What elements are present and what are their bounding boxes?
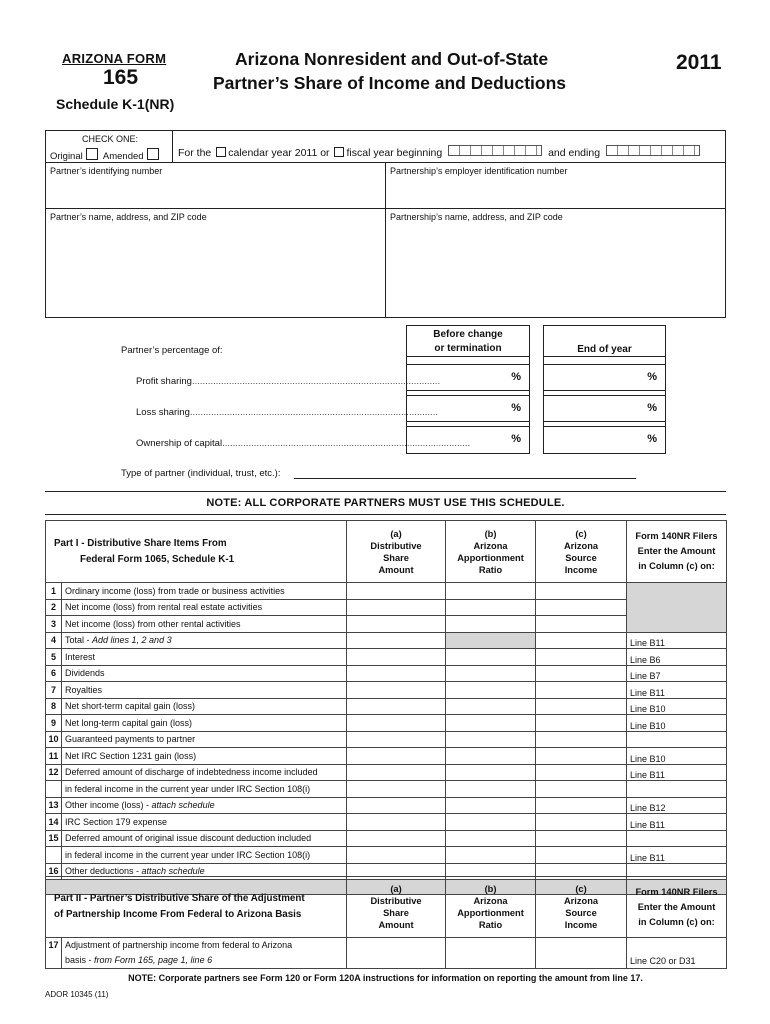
col-d-header: Form 140NR Filers Enter the Amount in Column (c) on:	[627, 521, 727, 583]
line-number: 12	[46, 764, 62, 781]
line-number: 2	[46, 599, 62, 616]
line-label: Total - Add lines 1, 2 and 3	[62, 632, 347, 649]
col-c-header: (c) Arizona Source Income	[536, 521, 627, 583]
line-col-a-field[interactable]	[347, 764, 446, 781]
line-col-b-field[interactable]	[446, 599, 536, 616]
fiscal-end-date-field[interactable]	[606, 145, 700, 156]
line-number: 3	[46, 616, 62, 633]
line-col-a-field[interactable]	[347, 665, 446, 682]
line-label: Guaranteed payments to partner	[62, 731, 347, 748]
line-col-a-field[interactable]	[347, 599, 446, 616]
profit-before-field[interactable]: %	[406, 364, 530, 391]
corporate-line17-note: NOTE: Corporate partners see Form 120 or Form 120A instructions for information on reporting the amount from line 17.	[128, 973, 643, 983]
line-number: 16	[46, 863, 62, 880]
line-reference: Line B7	[627, 665, 727, 682]
line-reference: Line B11	[627, 764, 727, 781]
line-17-col-a[interactable]	[347, 938, 446, 969]
partner-id-label: Partner’s identifying number	[50, 166, 163, 176]
line-col-b-field[interactable]	[446, 748, 536, 765]
line-label: Net income (loss) from other rental activities	[62, 616, 347, 633]
line-col-c-field[interactable]	[536, 682, 627, 699]
line-col-b-field[interactable]	[446, 682, 536, 699]
part2-col-a-header: (a) Distributive Share Amount	[347, 877, 446, 938]
form-footer-code: ADOR 10345 (11)	[45, 990, 109, 999]
fiscal-begin-date-field[interactable]	[448, 145, 542, 156]
amended-checkbox[interactable]	[147, 148, 159, 160]
line-number: 8	[46, 698, 62, 715]
check-one-label: CHECK ONE:	[82, 134, 139, 144]
table-row	[46, 632, 727, 649]
line-col-b-field[interactable]	[446, 665, 536, 682]
line-col-c-field[interactable]	[536, 731, 627, 748]
partner-id-field[interactable]	[46, 176, 384, 207]
line-col-b-field[interactable]	[446, 781, 536, 798]
loss-sharing-label: Loss sharing	[136, 407, 190, 418]
line-number: 11	[46, 748, 62, 765]
part1-title: Part I - Distributive Share Items From Federal Form 1065, Schedule K-1	[46, 521, 347, 583]
part1-table	[45, 520, 727, 895]
type-of-partner-label: Type of partner (individual, trust, etc.):	[121, 468, 281, 479]
form-title-line2: Partner’s Share of Income and Deductions	[213, 73, 566, 93]
line-label: Deferred amount of discharge of indebtedness income included	[62, 764, 347, 781]
amended-label: Amended	[102, 151, 144, 162]
line-number: 14	[46, 814, 62, 831]
type-of-partner-field[interactable]	[294, 478, 636, 479]
line-reference-blank	[627, 583, 727, 633]
partnership-ein-field[interactable]	[386, 176, 725, 207]
table-row	[46, 764, 727, 781]
line-col-a-field[interactable]	[347, 616, 446, 633]
col-a-header: (a) Distributive Share Amount	[347, 521, 446, 583]
line-col-b-field[interactable]	[446, 632, 536, 649]
line-col-c-field[interactable]	[536, 665, 627, 682]
line-reference: Line B11	[627, 814, 727, 831]
table-row	[46, 682, 727, 699]
line-label: Interest	[62, 649, 347, 666]
partner-name-label: Partner’s name, address, and ZIP code	[50, 212, 207, 222]
line-col-a-field[interactable]	[347, 715, 446, 732]
line-number: 6	[46, 665, 62, 682]
form-label: ARIZONA FORM	[62, 51, 167, 66]
line-col-a-field[interactable]	[347, 682, 446, 699]
line-reference	[627, 781, 727, 798]
ending-label: and ending	[548, 147, 601, 159]
percentage-heading: Partner’s percentage of:	[121, 345, 223, 356]
line-col-a-field[interactable]	[347, 814, 446, 831]
line-17-label: Adjustment of partnership income from federal to Arizona basis - from Form 165, page 1, line 6	[62, 938, 347, 969]
line-col-b-field[interactable]	[446, 731, 536, 748]
line-col-a-field[interactable]	[347, 797, 446, 814]
line-label: Ordinary income (loss) from trade or business activities	[62, 583, 347, 600]
line-col-c-field[interactable]	[536, 748, 627, 765]
line-number: 5	[46, 649, 62, 666]
line-label: IRC Section 179 expense	[62, 814, 347, 831]
line-17-number: 17	[46, 938, 62, 969]
line-label: Other deductions - attach schedule	[62, 863, 347, 880]
loss-end-field[interactable]: %	[543, 395, 666, 422]
partner-name-field[interactable]	[46, 224, 384, 317]
line-number: 1	[46, 583, 62, 600]
line-number	[46, 781, 62, 798]
fiscal-year-checkbox[interactable]	[334, 147, 344, 157]
line-number: 10	[46, 731, 62, 748]
line-17-reference: Line C20 or D31	[627, 938, 727, 969]
line-col-b-field[interactable]	[446, 715, 536, 732]
line-label: Deferred amount of original issue discount deduction included	[62, 830, 347, 847]
line-label: Net long-term capital gain (loss)	[62, 715, 347, 732]
schedule-name: Schedule K-1(NR)	[56, 96, 175, 112]
corporate-note: NOTE: ALL CORPORATE PARTNERS MUST USE THIS SCHEDULE.	[206, 497, 565, 509]
table-row	[46, 748, 727, 765]
line-col-c-field[interactable]	[536, 814, 627, 831]
partnership-ein-label: Partnership’s employer identification number	[390, 166, 568, 176]
line-label: Dividends	[62, 665, 347, 682]
line-col-c-field[interactable]	[536, 616, 627, 633]
original-checkbox[interactable]	[86, 148, 98, 160]
line-reference: Line B10	[627, 698, 727, 715]
line-reference: Line B10	[627, 715, 727, 732]
line-label: Net short-term capital gain (loss)	[62, 698, 347, 715]
line-col-c-field[interactable]	[536, 764, 627, 781]
original-label: Original	[50, 151, 83, 162]
table-row	[46, 616, 727, 633]
line-reference: Line B11	[627, 847, 727, 864]
line-col-b-field[interactable]	[446, 797, 536, 814]
table-row	[46, 797, 727, 814]
line-number	[46, 847, 62, 864]
ownership-label: Ownership of capital	[136, 438, 223, 449]
line-reference: Line B6	[627, 649, 727, 666]
line-reference	[627, 731, 727, 748]
col-b-header: (b) Arizona Apportionment Ratio	[446, 521, 536, 583]
line-label: Other income (loss) - attach schedule	[62, 797, 347, 814]
line-col-c-field[interactable]	[536, 781, 627, 798]
part2-col-b-header: (b) Arizona Apportionment Ratio	[446, 877, 536, 938]
fiscal-year-label: fiscal year beginning	[346, 147, 443, 159]
loss-before-field[interactable]: %	[406, 395, 530, 422]
line-17-col-c[interactable]	[536, 938, 627, 969]
line-reference: Line B10	[627, 748, 727, 765]
line-reference	[627, 830, 727, 847]
table-row	[46, 847, 727, 864]
form-title-line1: Arizona Nonresident and Out-of-State	[235, 49, 549, 69]
line-label: in federal income in the current year under IRC Section 108(i)	[62, 847, 347, 864]
line-col-c-field[interactable]	[536, 715, 627, 732]
line-number: 4	[46, 632, 62, 649]
line-col-c-field[interactable]	[536, 599, 627, 616]
line-label: Net IRC Section 1231 gain (loss)	[62, 748, 347, 765]
table-row	[46, 781, 727, 798]
table-row	[46, 715, 727, 732]
line-col-a-field[interactable]	[347, 583, 446, 600]
line-number: 15	[46, 830, 62, 847]
line-col-c-field[interactable]	[536, 698, 627, 715]
line-col-b-field[interactable]	[446, 698, 536, 715]
table-row	[46, 583, 727, 600]
line-col-c-field[interactable]	[536, 632, 627, 649]
line-col-b-field[interactable]	[446, 583, 536, 600]
line-col-b-field[interactable]	[446, 764, 536, 781]
line-col-a-field[interactable]	[347, 632, 446, 649]
profit-sharing-label: Profit sharing	[136, 376, 192, 387]
line-number: 13	[46, 797, 62, 814]
for-the-label: For the	[178, 147, 212, 159]
table-row	[46, 649, 727, 666]
line-17-col-b[interactable]	[446, 938, 536, 969]
line-col-b-field[interactable]	[446, 847, 536, 864]
part2-table	[45, 876, 727, 969]
line-col-b-field[interactable]	[446, 814, 536, 831]
table-row	[46, 830, 727, 847]
line-reference: Line B12	[627, 797, 727, 814]
part2-col-c-header: (c) Arizona Source Income	[536, 877, 627, 938]
part2-col-d-header: Form 140NR Filers Enter the Amount in Column (c) on:	[627, 877, 727, 938]
line-col-c-field[interactable]	[536, 797, 627, 814]
table-row	[46, 599, 727, 616]
line-reference: Line B11	[627, 632, 727, 649]
line-col-a-field[interactable]	[347, 748, 446, 765]
line-number: 7	[46, 682, 62, 699]
ownership-end-field[interactable]: %	[543, 426, 666, 454]
line-col-a-field[interactable]	[347, 731, 446, 748]
line-col-a-field[interactable]	[347, 649, 446, 666]
end-of-year-header: End of year	[577, 344, 632, 355]
line-col-a-field[interactable]	[347, 698, 446, 715]
partnership-name-label: Partnership’s name, address, and ZIP code	[390, 212, 563, 222]
line-label: in federal income in the current year under IRC Section 108(i)	[62, 781, 347, 798]
ownership-before-field[interactable]: %	[406, 426, 530, 454]
line-label: Net income (loss) from rental real estate activities	[62, 599, 347, 616]
line-col-c-field[interactable]	[536, 583, 627, 600]
partnership-name-field[interactable]	[386, 224, 725, 317]
line-col-b-field[interactable]	[446, 830, 536, 847]
line-label: Royalties	[62, 682, 347, 699]
line-col-b-field[interactable]	[446, 649, 536, 666]
line-col-a-field[interactable]	[347, 781, 446, 798]
line-col-c-field[interactable]	[536, 847, 627, 864]
form-number: 165	[103, 66, 139, 89]
tax-year: 2011	[676, 51, 722, 74]
part2-title: Part II - Partner’s Distributive Share of the Adjustment of Partnership Income From Federal to Arizona Basis	[46, 877, 347, 938]
line-col-b-field[interactable]	[446, 616, 536, 633]
before-change-header: Before change or termination	[433, 329, 503, 354]
line-col-c-field[interactable]	[536, 830, 627, 847]
line-reference: Line B11	[627, 682, 727, 699]
line-col-a-field[interactable]	[347, 847, 446, 864]
calendar-year-checkbox[interactable]	[216, 147, 226, 157]
table-row	[46, 698, 727, 715]
table-row	[46, 731, 727, 748]
line-number: 9	[46, 715, 62, 732]
profit-end-field[interactable]: %	[543, 364, 666, 391]
table-row	[46, 814, 727, 831]
calendar-year-label: calendar year 2011 or	[228, 147, 330, 159]
line-col-c-field[interactable]	[536, 649, 627, 666]
table-row	[46, 665, 727, 682]
line-col-a-field[interactable]	[347, 830, 446, 847]
